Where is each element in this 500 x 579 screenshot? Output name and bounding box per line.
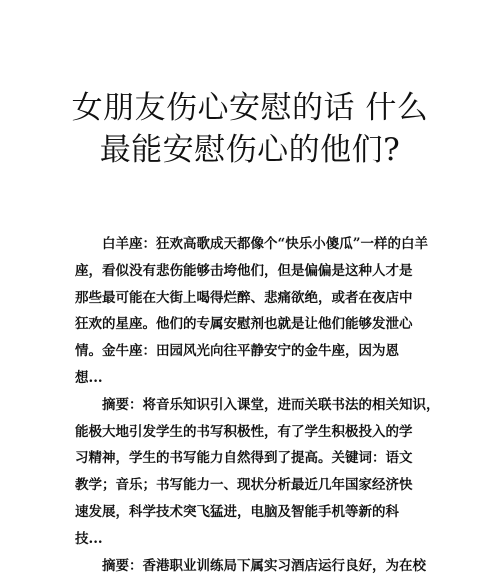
paragraph-line: 情。金牛座：田园风光向往平静安宁的金牛座，因为恩 [75,343,399,360]
paragraph-line: 想... [75,369,103,386]
paragraph-line: 习精神，学生的书写能力自然得到了提高。关键词：语文 [75,450,413,467]
paragraph [75,392,440,553]
title-line: 最能安慰伤心的他们? [99,132,401,168]
paragraph-line: 那些最可能在大街上喝得烂醉、悲痛欲绝，或者在夜店中 [75,289,413,306]
paragraph [75,231,427,392]
paragraph-line: 能极大地引发学生的书写积极性，有了学生积极投入的学 [75,423,413,440]
paragraph-line: 摘要：香港职业训练局下属实习酒店运行良好，为在校 [102,557,426,574]
paragraph-line: 白羊座：狂欢高歌成天都像个“快乐小傻瓜”一样的白羊 [102,236,429,252]
paragraph-line: 教学；音乐；书写能力一、现状分析最近几年国家经济快 [75,477,413,494]
paragraph-line: 摘要：将音乐知识引入课堂，进而关联书法的相关知识， [102,396,440,413]
paragraph-line: 技... [75,530,103,547]
document-title [40,87,460,171]
document-body [75,231,440,579]
paragraph [75,553,427,579]
paragraph-line: 狂欢的星座。他们的专属安慰剂也就是让他们能够发泄心 [75,316,413,333]
paragraph-line: 速发展，科学技术突飞猛进，电脑及智能手机等新的科 [75,503,399,520]
paragraph-line: 座，看似没有悲伤能够击垮他们，但是偏偏是这种人才是 [75,262,413,279]
title-line: 女朋友伤心安慰的话 什么 [71,90,429,126]
